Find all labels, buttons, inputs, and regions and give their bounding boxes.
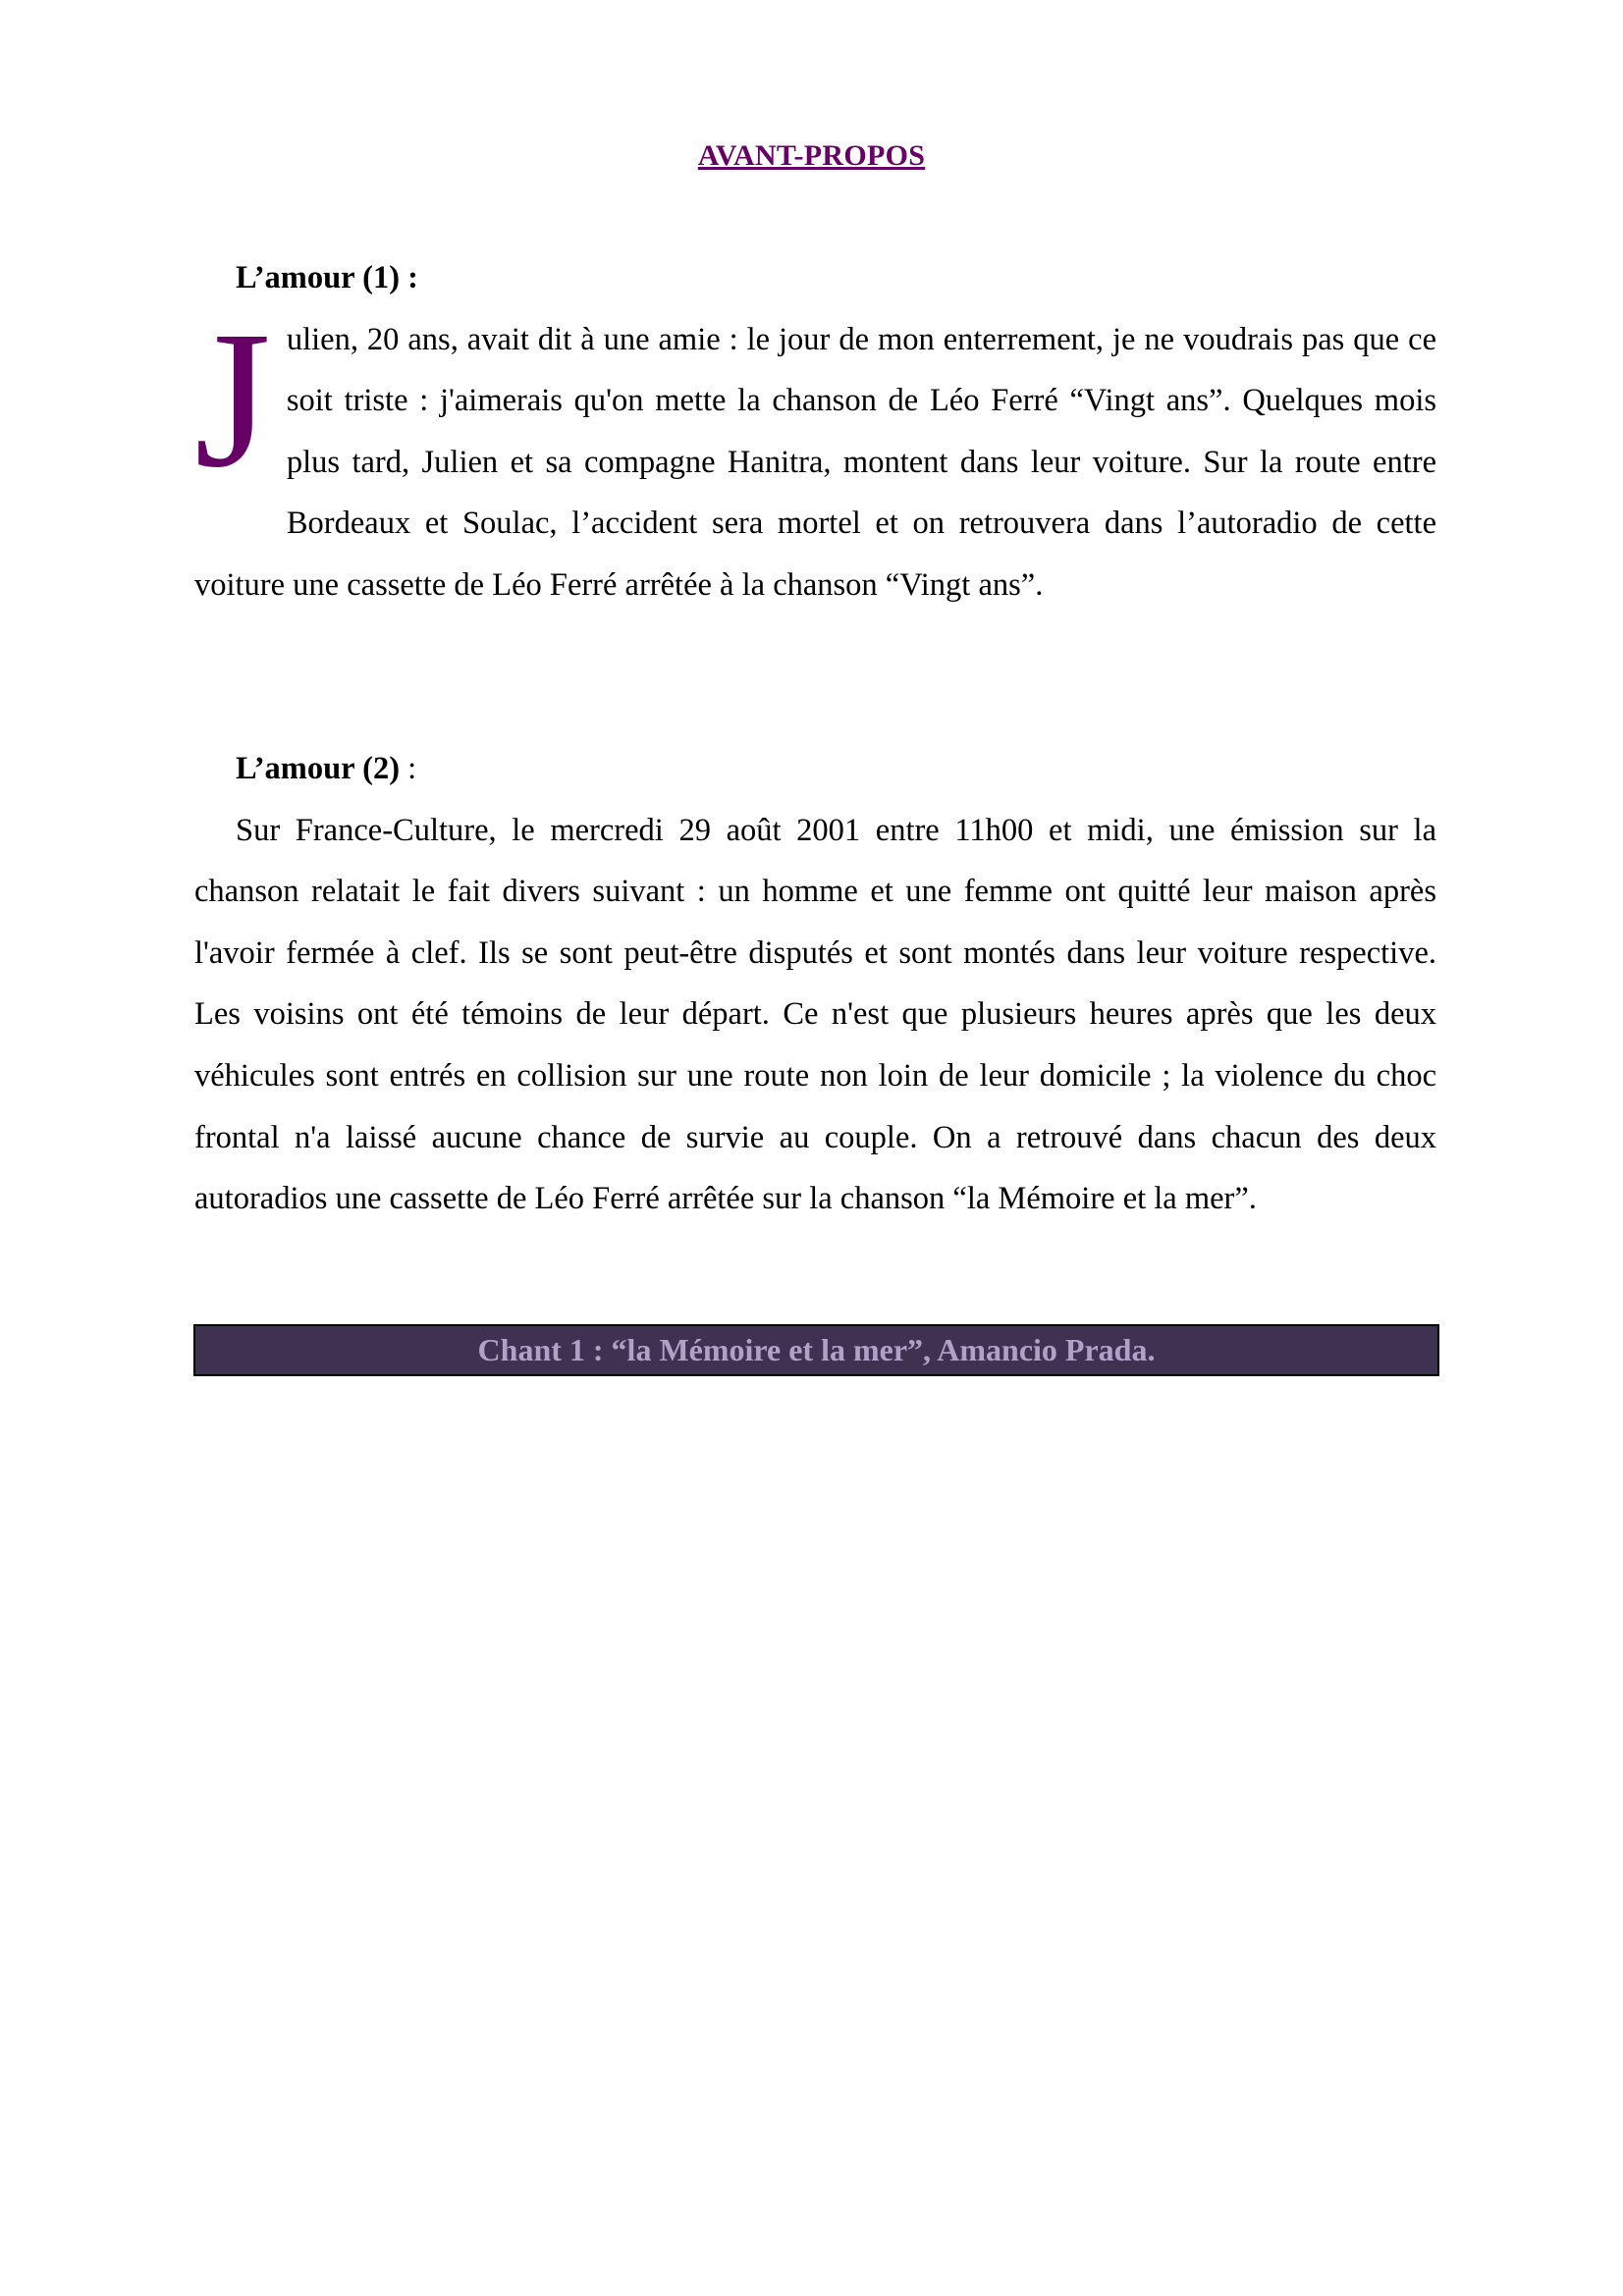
section-heading-label: L’amour (2) <box>236 751 401 786</box>
section-heading <box>194 738 1436 800</box>
section-paragraph: Sur France-Culture, le mercredi 29 août 2001 entre 11h00 et midi, une émission sur la chanson relatait le fait divers suivant : un homme et une femme ont quitté leur maison après l'avoir fermée à clef. Ils se sont peut-être disputés et sont montés dans leur voiture respective. Les voisins ont été témoins de leur départ. Ce n'est que plusieurs heures après que les deux véhicules sont entrés en collision sur une route non loin de leur domicile ; la violence du choc frontal n'a laissé aucune chance de survie au couple. On a retrouvé dans chacun des deux autoradios une cassette de Léo Ferré arrêtée sur la chanson “la Mémoire et la mer”. <box>194 812 1436 1217</box>
paragraph-text: ulien, 20 ans, avait dit à une amie : le jour de mon enterrement, je ne voudrais pas que ce soit triste : j'aimerais qu'on mette la chanson de Léo Ferré “Vingt ans”. Quelques mois plus tard, Julien et sa compagne Hanitra, montent dans leur voiture. Sur la route entre Bordeaux et Soulac, l’accident sera mortel et on retrouvera dans l’autoradio de cette voiture une cassette de Léo Ferré arrêtée à la chanson “Vingt ans”. <box>194 321 1436 603</box>
section-heading-label: L’amour (1) <box>236 260 401 295</box>
chant-banner: Chant 1 : “la Mémoire et la mer”, Amancio Prada. <box>193 1324 1439 1376</box>
section-amour-1 <box>194 247 1436 616</box>
drop-cap: J <box>194 291 271 508</box>
section-amour-2 <box>194 738 1436 1230</box>
section-heading-colon: : <box>400 751 417 786</box>
section-paragraph <box>194 291 1436 616</box>
section-heading-colon: : <box>400 260 418 295</box>
page-title: AVANT-PROPOS <box>697 139 926 172</box>
section-heading <box>194 247 1436 309</box>
